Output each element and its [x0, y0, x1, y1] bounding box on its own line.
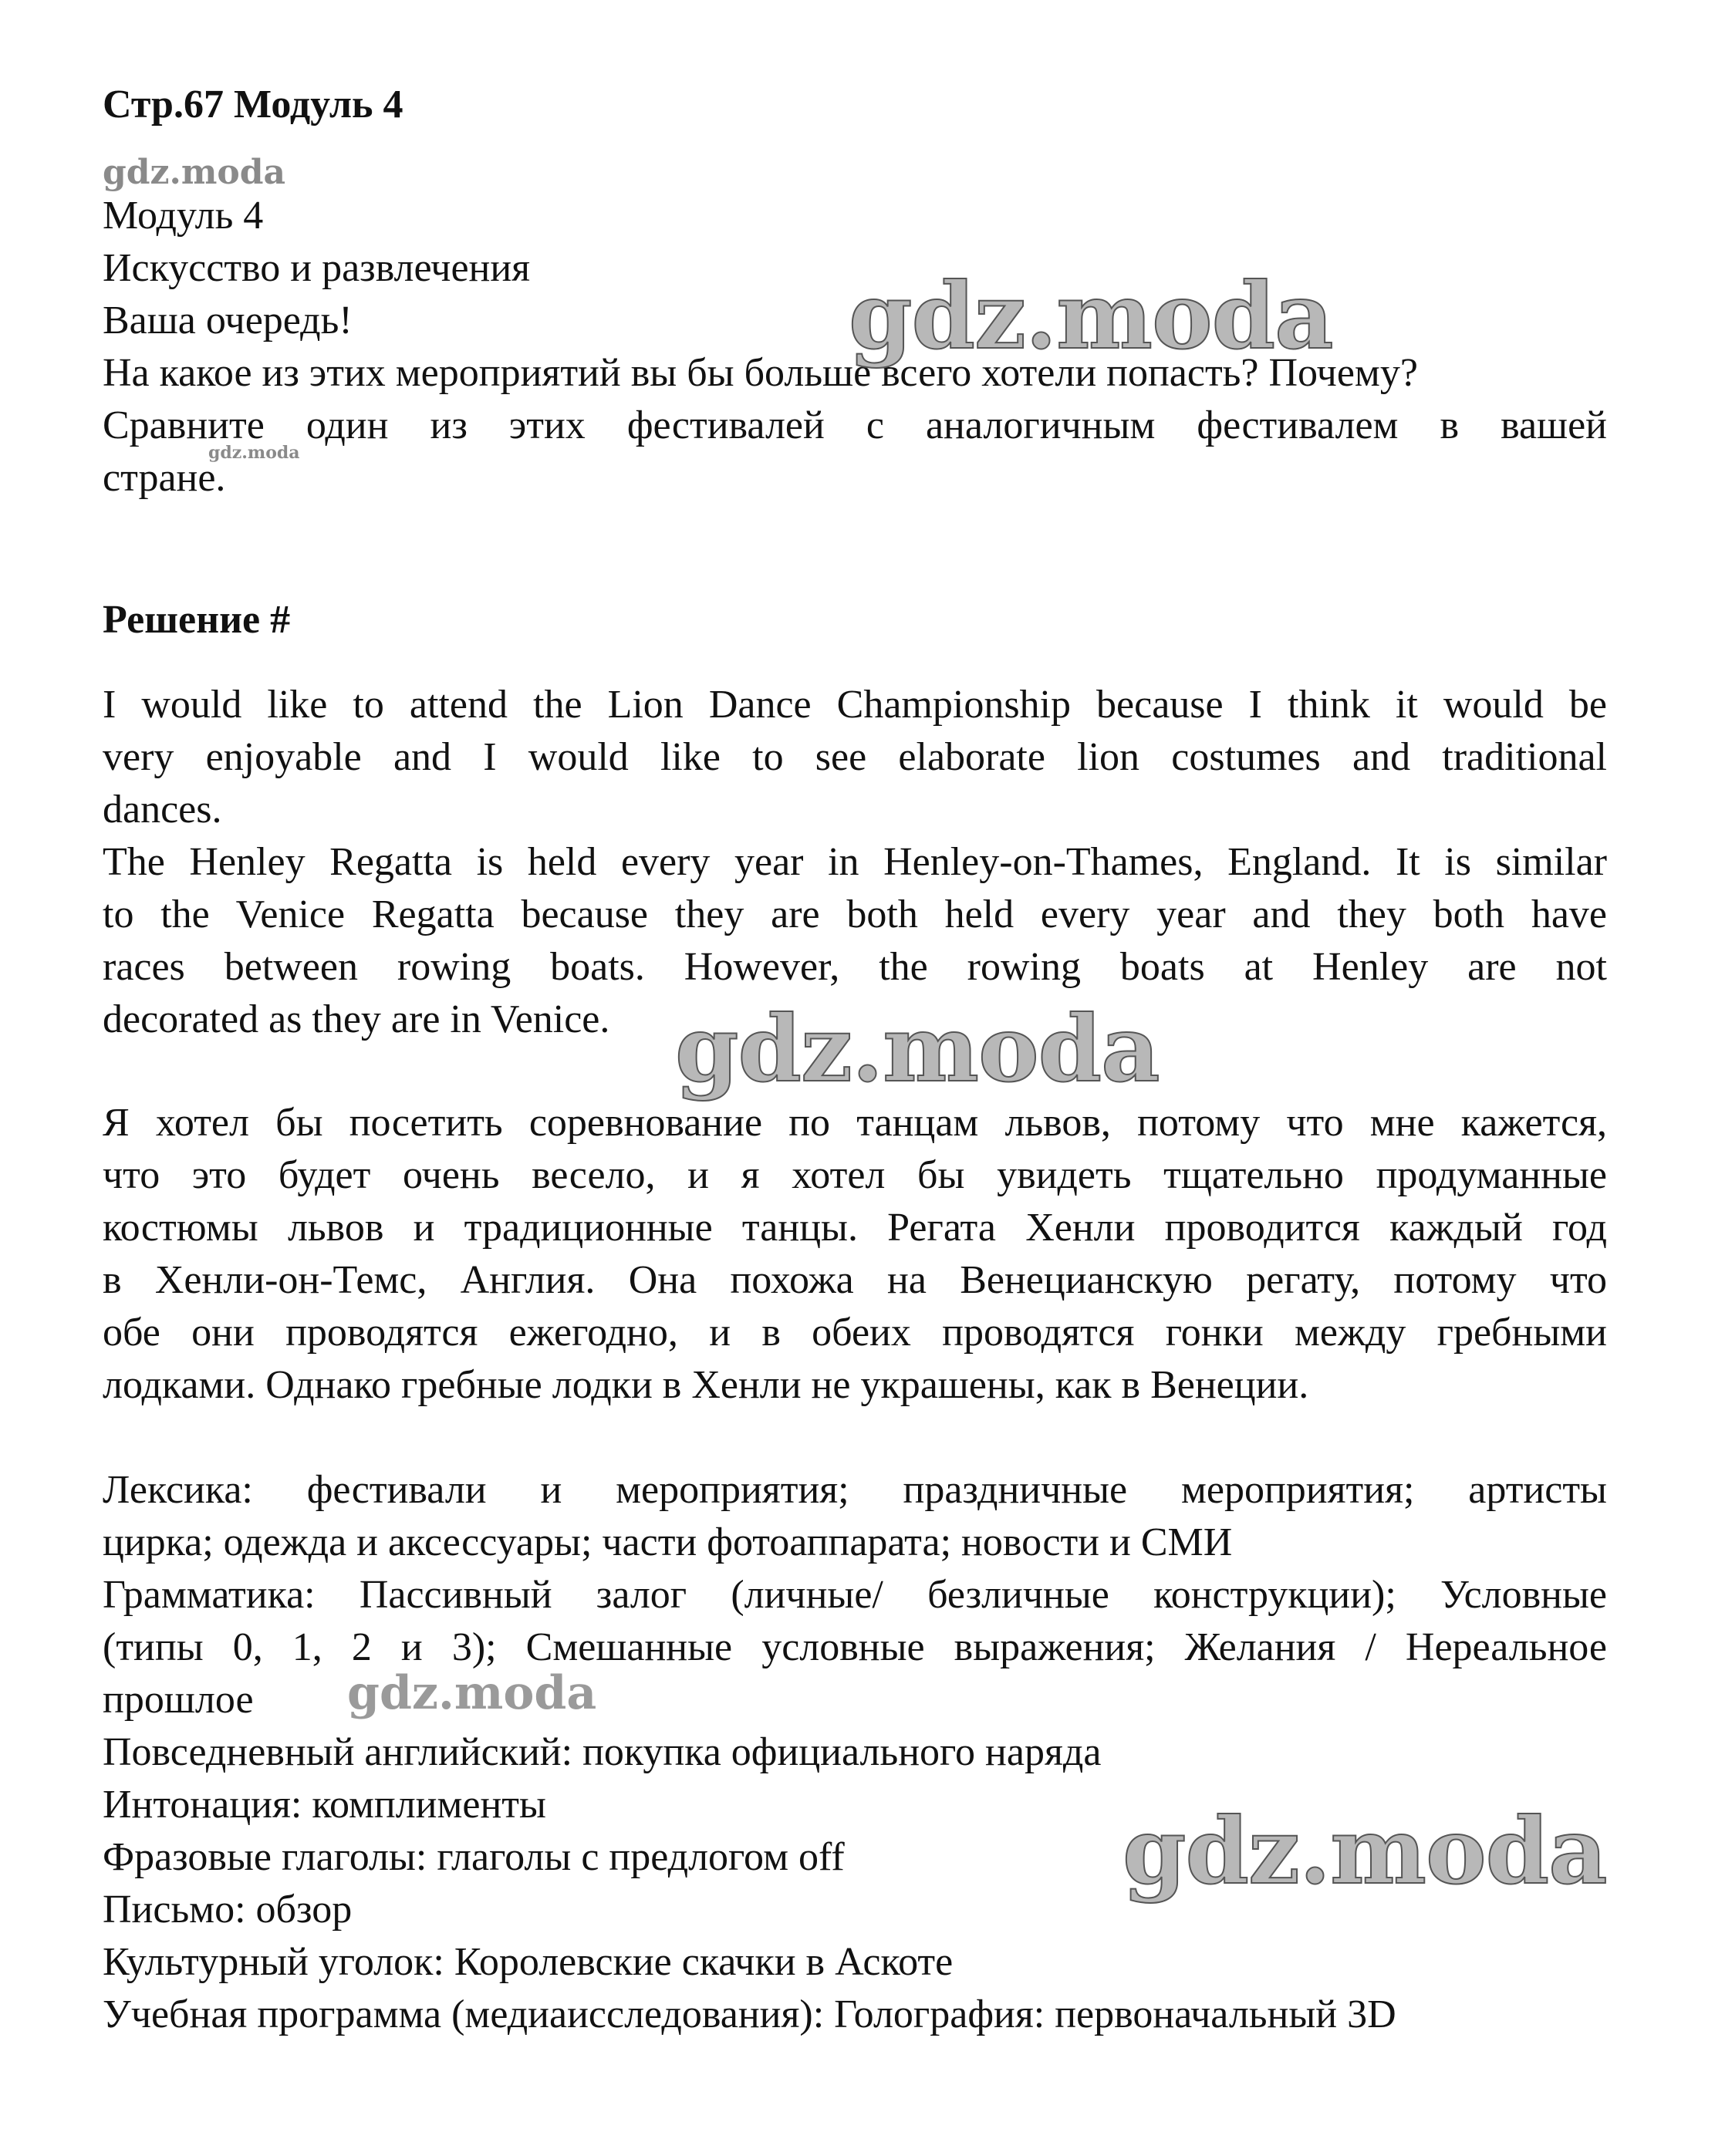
- watermark-tiny: gdz.moda: [208, 443, 300, 463]
- summary-line: Учебная программа (медиаисследования): Голография: первоначальный 3D: [103, 1992, 1396, 2036]
- summary-line: Культурный уголок: Королевские скачки в Аскоте: [103, 1940, 954, 1984]
- english-line: very enjoyable and I would like to see elaborate lion costumes and traditional: [103, 735, 1607, 779]
- russian-line: что это будет очень весело, и я хотел бы увидеть тщательно продуманные: [103, 1153, 1607, 1197]
- summary-line: Повседневный английский: покупка официального наряда: [103, 1730, 1102, 1774]
- summary-line: Фразовые глаголы: глаголы с предлогом off: [103, 1835, 845, 1879]
- task-line: стране.: [103, 456, 226, 500]
- english-line: decorated as they are in Venice.: [103, 997, 610, 1041]
- russian-line: Я хотел бы посетить соревнование по танцам львов, потому что мне кажется,: [103, 1101, 1607, 1145]
- watermark-medium: gdz.moda: [347, 1666, 597, 1720]
- russian-line: костюмы львов и традиционные танцы. Регата Хенли проводится каждый год: [103, 1206, 1607, 1250]
- russian-line: в Хенли-он-Темс, Англия. Она похожа на Венецианскую регату, потому что: [103, 1258, 1607, 1302]
- watermark-large: gdz.moda: [849, 262, 1333, 369]
- task-line: Искусство и развлечения: [103, 246, 531, 290]
- english-line: The Henley Regatta is held every year in Henley-on-Thames, England. It is similar: [103, 840, 1607, 884]
- summary-line: прошлое: [103, 1678, 254, 1722]
- english-line: to the Venice Regatta because they are both held every year and they both have: [103, 892, 1607, 936]
- summary-line: Письмо: обзор: [103, 1888, 353, 1932]
- page-title: Стр.67 Модуль 4: [103, 83, 403, 127]
- watermark-large: gdz.moda: [1123, 1797, 1607, 1905]
- english-line: I would like to attend the Lion Dance Championship because I think it would be: [103, 683, 1607, 727]
- task-line: Ваша очередь!: [103, 299, 353, 342]
- task-line: На какое из этих мероприятий вы бы больше всего хотели попасть? Почему?: [103, 351, 1418, 395]
- english-line: races between rowing boats. However, the rowing boats at Henley are not: [103, 945, 1607, 989]
- watermark-small: gdz.moda: [103, 153, 286, 192]
- summary-line: Грамматика: Пассивный залог (личные/ безличные конструкции); Условные: [103, 1573, 1607, 1617]
- russian-line: обе они проводятся ежегодно, и в обеих проводятся гонки между гребными: [103, 1311, 1607, 1355]
- task-line: Модуль 4: [103, 194, 264, 238]
- summary-line: цирка; одежда и аксессуары; части фотоаппарата; новости и СМИ: [103, 1520, 1233, 1564]
- watermark-large: gdz.moda: [675, 995, 1160, 1102]
- summary-line: Интонация: комплименты: [103, 1783, 546, 1827]
- summary-line: (типы 0, 1, 2 и 3); Смешанные условные выражения; Желания / Нереальное: [103, 1625, 1607, 1669]
- english-line: dances.: [103, 788, 222, 832]
- summary-line: Лексика: фестивали и мероприятия; праздничные мероприятия; артисты: [103, 1468, 1607, 1512]
- solution-heading: Решение #: [103, 598, 291, 642]
- russian-line: лодками. Однако гребные лодки в Хенли не украшены, как в Венеции.: [103, 1363, 1309, 1407]
- task-line: Сравните один из этих фестивалей с аналогичным фестивалем в вашей: [103, 403, 1607, 447]
